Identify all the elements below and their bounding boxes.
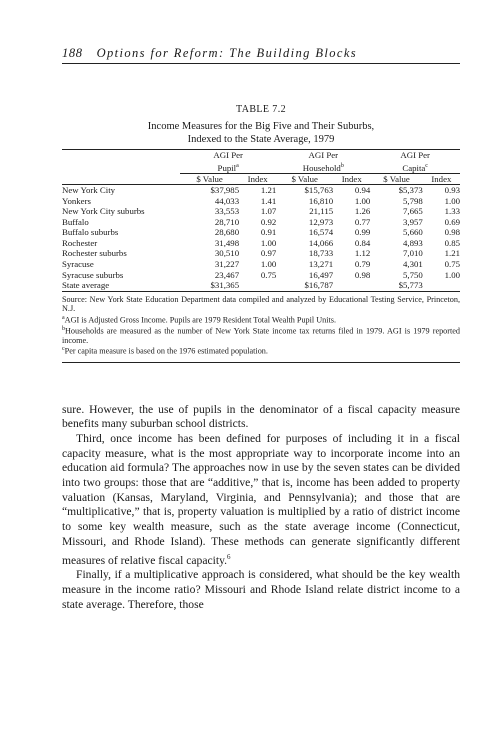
pupil-value: 33,553 xyxy=(214,206,240,217)
footnote-mark-c: c xyxy=(425,162,428,169)
footnote-b xyxy=(62,325,460,346)
row-label: New York City suburbs xyxy=(62,206,145,217)
footnote-c-text: Per capita measure is based on the 1976 estimated population. xyxy=(64,347,268,357)
pupil-value: 44,033 xyxy=(214,195,240,206)
capita-value: 7,665 xyxy=(402,206,423,217)
capita-index: 0.75 xyxy=(444,259,460,270)
state-average-capita-value: $5,773 xyxy=(398,280,423,291)
table-caption-line1: Income Measures for the Big Five and Their Suburbs, xyxy=(147,121,375,132)
table-row xyxy=(62,248,460,259)
running-title: Options for Reform: The Building Blocks xyxy=(96,46,358,60)
table-notes xyxy=(62,295,460,363)
paragraph-2 xyxy=(62,432,460,568)
state-average-household-value: $16,787 xyxy=(304,280,334,291)
paragraph-1: sure. However, the use of pupils in the denominator of a fiscal capacity measure benefits many suburban school districts. xyxy=(62,402,460,431)
table-row xyxy=(62,238,460,249)
row-label: Yonkers xyxy=(62,195,91,206)
household-value: 12,973 xyxy=(308,216,334,227)
subheader-pupil-index: Index xyxy=(239,173,276,184)
pupil-index: 1.41 xyxy=(260,195,277,206)
household-index: 0.84 xyxy=(354,237,371,248)
group-pupil-line2: Pupil xyxy=(217,162,237,173)
row-label: Syracuse xyxy=(62,259,94,270)
footnote-c xyxy=(62,345,460,356)
capita-index: 1.00 xyxy=(444,195,460,206)
running-header xyxy=(62,46,460,64)
state-average-label: State average xyxy=(62,280,110,291)
household-value: 16,810 xyxy=(308,195,334,206)
household-index: 0.99 xyxy=(354,227,371,238)
subheader-pupil-value: $ Value xyxy=(180,173,239,184)
table-row xyxy=(62,227,460,238)
table-label: TABLE 7.2 xyxy=(235,104,287,115)
pupil-index: 1.00 xyxy=(260,237,277,248)
capita-index: 1.33 xyxy=(444,206,460,217)
household-index: 1.26 xyxy=(354,206,371,217)
subheader-household-value: $ Value xyxy=(276,173,333,184)
capita-value: 3,957 xyxy=(402,216,423,227)
footnote-b-mark: b xyxy=(62,325,65,332)
row-label: Rochester xyxy=(62,237,98,248)
pupil-value: 31,227 xyxy=(214,259,240,270)
table-row xyxy=(62,259,460,270)
footnote-mark-a: a xyxy=(236,162,239,169)
group-pupil-line1: AGI Per xyxy=(213,150,243,160)
table-caption-line2: Indexed to the State Average, 1979 xyxy=(187,133,335,145)
table-row xyxy=(62,196,460,207)
table-row xyxy=(62,206,460,217)
pupil-value: 28,710 xyxy=(214,216,240,227)
group-header-blank xyxy=(62,150,180,174)
book-page xyxy=(62,46,460,612)
capita-value: 5,660 xyxy=(402,227,423,238)
subheader-blank xyxy=(62,173,180,184)
pupil-value: 28,680 xyxy=(214,227,240,238)
household-index: 0.94 xyxy=(354,184,371,195)
capita-index: 1.00 xyxy=(444,269,460,280)
footnote-c-mark: c xyxy=(62,346,65,353)
group-header-capita xyxy=(370,150,460,174)
household-value: 13,271 xyxy=(308,259,334,270)
paragraph-3: Finally, if a multiplicative approach is considered, what should be the key wealth measure in the income ratio? Missouri and Rhode Island relate district income to a state average. Therefore, those xyxy=(62,568,460,611)
group-header-pupil xyxy=(180,150,276,174)
row-label: Rochester suburbs xyxy=(62,248,127,259)
household-index: 1.12 xyxy=(354,248,371,259)
capita-value: 5,750 xyxy=(402,269,423,280)
capita-value: 5,798 xyxy=(402,195,423,206)
footnote-mark-b: b xyxy=(340,162,344,169)
footnote-a-mark: a xyxy=(62,314,65,321)
group-header-row xyxy=(62,150,460,174)
capita-value: 4,893 xyxy=(402,237,423,248)
pupil-value: 30,510 xyxy=(214,248,240,259)
subheader-capita-index: Index xyxy=(423,173,460,184)
household-value: $15,763 xyxy=(304,184,334,195)
pupil-index: 0.97 xyxy=(260,248,277,259)
pupil-index: 1.00 xyxy=(260,259,277,270)
household-value: 16,497 xyxy=(308,269,334,280)
pupil-value: $37,985 xyxy=(210,184,240,195)
page-number: 188 xyxy=(62,46,83,60)
pupil-value: 31,498 xyxy=(214,237,240,248)
subheader-capita-value: $ Value xyxy=(370,173,422,184)
household-value: 18,733 xyxy=(308,248,334,259)
source-note: Source: New York State Education Department data compiled and analyzed by Educational Testing Service, Princeton, N.J. xyxy=(62,294,460,314)
row-label: Buffalo xyxy=(62,216,89,227)
income-measures-table xyxy=(62,149,460,292)
row-label: Buffalo suburbs xyxy=(62,227,119,238)
table-row xyxy=(62,270,460,281)
subheader-household-index: Index xyxy=(333,173,370,184)
footnote-b-text: Households are measured as the number of New York State income tax returns filed in 1979. AGI is 1979 reported income. xyxy=(62,326,460,345)
table-caption xyxy=(62,121,460,146)
row-label: Syracuse suburbs xyxy=(62,269,124,280)
capita-index: 1.21 xyxy=(444,248,460,259)
pupil-index: 1.07 xyxy=(260,206,277,217)
footnote-a xyxy=(62,314,460,325)
capita-index: 0.85 xyxy=(444,237,460,248)
capita-index: 0.69 xyxy=(444,216,460,227)
state-average-pupil-value: $31,365 xyxy=(210,280,240,291)
household-value: 21,115 xyxy=(309,206,334,217)
group-household-line1: AGI Per xyxy=(308,150,339,160)
pupil-index: 1.21 xyxy=(260,184,277,195)
capita-value: 4,301 xyxy=(402,259,423,270)
capita-index: 0.93 xyxy=(444,184,460,195)
state-average-row xyxy=(62,280,460,291)
pupil-value: 23,467 xyxy=(214,269,240,280)
subheader-row xyxy=(62,173,460,184)
table-row xyxy=(62,184,460,195)
group-capita-line2: Capita xyxy=(402,162,426,173)
household-index: 0.77 xyxy=(354,216,371,227)
household-index: 0.79 xyxy=(354,259,371,270)
group-capita-line1: AGI Per xyxy=(400,150,430,160)
group-household-line2: Household xyxy=(302,162,341,173)
footnote-a-text: AGI is Adjusted Gross Income. Pupils are 1979 Resident Total Wealth Pupil Units. xyxy=(64,315,337,325)
capita-value: $5,373 xyxy=(398,184,423,195)
household-value: 16,574 xyxy=(308,227,334,238)
row-label: New York City xyxy=(62,184,116,195)
capita-value: 7,010 xyxy=(402,248,423,259)
capita-index: 0.98 xyxy=(444,227,460,238)
paragraph-2-text: Third, once income has been defined for purposes of including it in a fiscal capacity measure, what is the most appropriate way to incorporate income into an education aid formula? The approaches now in use by the seven states can be divided into two groups: those that are “additive,” that is, income has been added to property valuation (Kansas, Maryland, Virginia, and Pennsylvania); and those that are “multiplicative,” that is, property valuation is multiplied by a ratio of district income to some key wealth measure, such as the state average income (Connecticut, Missouri, and Rhode Island). These methods can generate significantly different measures of relative fiscal capacity. xyxy=(62,431,460,567)
pupil-index: 0.75 xyxy=(260,269,277,280)
group-header-household xyxy=(276,150,370,174)
pupil-index: 0.92 xyxy=(260,216,277,227)
body-text xyxy=(62,403,460,613)
household-index: 1.00 xyxy=(354,195,371,206)
household-index: 0.98 xyxy=(354,269,371,280)
footnote-ref-6: 6 xyxy=(227,552,231,561)
household-value: 14,066 xyxy=(308,237,334,248)
table-row xyxy=(62,217,460,228)
pupil-index: 0.91 xyxy=(260,227,277,238)
